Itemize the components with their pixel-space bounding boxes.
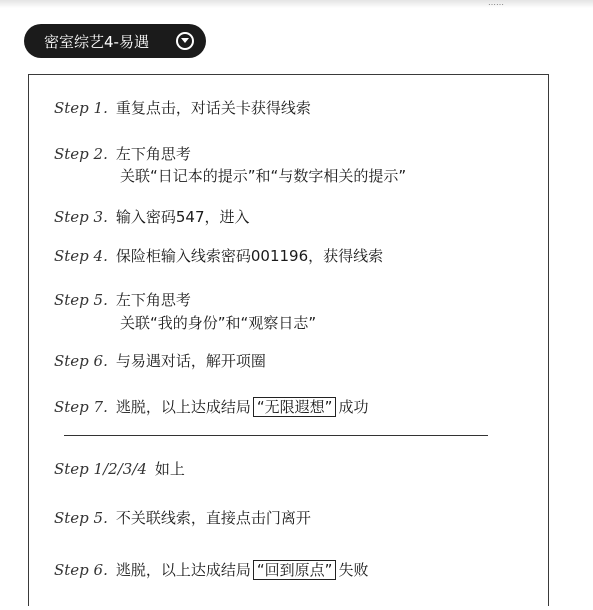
step-label: Step 1/2/3/4 — [54, 460, 147, 478]
step-label: Step 4. — [54, 247, 108, 265]
step-text: 输入密码547，进入 — [115, 208, 250, 226]
ending-name-box: “无限遐想” — [253, 397, 337, 417]
step-7-row — [54, 396, 368, 418]
step-label: Step 6. — [54, 561, 108, 579]
step-label: Step 3. — [54, 208, 108, 226]
step-text: 逃脱，以上达成结局 — [115, 561, 251, 579]
step-6-row — [54, 350, 266, 372]
alt-step-1-4-row — [54, 458, 185, 480]
step-1-row — [54, 97, 311, 119]
step-label: Step 5. — [54, 291, 108, 309]
step-label: Step 1. — [54, 99, 108, 117]
step-result: 成功 — [338, 398, 369, 416]
step-text: 不关联线索，直接点击门离开 — [115, 509, 311, 527]
step-4-row — [54, 245, 383, 267]
step-text: 左下角思考 — [115, 145, 191, 163]
title-pill[interactable] — [24, 24, 206, 58]
page-title: 密室综艺4-易遇 — [44, 32, 149, 51]
step-label: Step 6. — [54, 352, 108, 370]
step-5-row — [54, 289, 191, 311]
step-text: 重复点击，对话关卡获得线索 — [115, 99, 311, 117]
step-3-row — [54, 206, 250, 228]
step-text: 与易遇对话，解开项圈 — [115, 352, 266, 370]
step-label: Step 2. — [54, 145, 108, 163]
step-5-subtext: 关联“我的身份”和“观察日志” — [120, 314, 317, 332]
step-2-row — [54, 143, 191, 165]
section-divider — [64, 435, 488, 436]
step-label: Step 5. — [54, 509, 108, 527]
alt-step-6-row — [54, 559, 368, 581]
step-2-subtext: 关联“日记本的提示”和“与数字相关的提示” — [120, 167, 407, 185]
step-text: 保险柜输入线索密码001196，获得线索 — [115, 247, 384, 265]
step-label: Step 7. — [54, 398, 108, 416]
step-text: 左下角思考 — [115, 291, 191, 309]
step-result: 失败 — [338, 561, 369, 579]
ending-name-box: “回到原点” — [253, 560, 337, 580]
step-text: 如上 — [154, 460, 185, 478]
chevron-down-icon[interactable] — [176, 32, 194, 50]
corner-text: …… — [488, 0, 504, 7]
step-text: 逃脱，以上达成结局 — [115, 398, 251, 416]
alt-step-5-row — [54, 507, 311, 529]
